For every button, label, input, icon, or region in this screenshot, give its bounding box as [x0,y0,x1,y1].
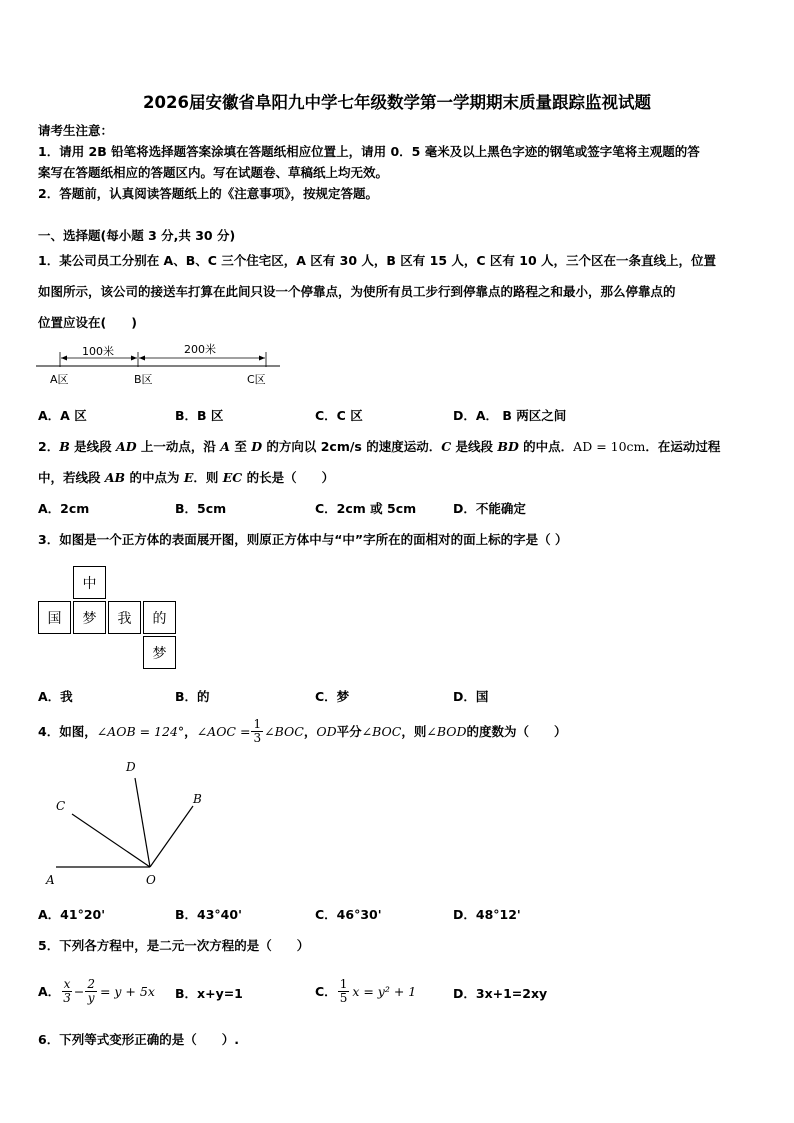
point-a-label: A [46,873,55,887]
arrow-left-icon [61,356,67,361]
notice-line: 2．答题前，认真阅读答题纸上的《注意事项》，按规定答题。 [38,186,378,201]
net-cell: 我 [108,601,141,634]
question-1-line: 如图所示，该公司的接送车打算在此间只设一个停靠点，为使所有员工步行到停靠点的路程之和最小，那么停靠点的 [38,284,676,299]
option-c: C．C 区 [315,408,363,423]
label-a: A区 [50,373,69,386]
ray-ob [150,806,193,867]
q4-angle-figure [40,756,220,890]
question-5-text: 5．下列各方程中，是二元一次方程的是（ ） [38,938,310,953]
point-b-label: B [193,792,202,806]
fraction: $\frac{2}{y}$ [87,976,95,1005]
fraction: $\frac{1}{3}$ [253,716,262,745]
page-title: 2026届安徽省阜阳九中学七年级数学第一学期期末质量跟踪监视试题 [143,93,651,112]
question-1-line: 位置应设在( ) [38,315,137,330]
net-cell: 梦 [143,636,176,669]
label-c: C区 [247,373,266,386]
option-d: D．48°12' [453,907,521,922]
dim-label-1: 100米 [82,345,114,358]
notice-heading: 请考生注意： [38,123,114,138]
arrow-left-icon [139,356,145,361]
option-c: C．46°30' [315,907,382,922]
question-3-text: 3．如图是一个正方体的表面展开图，则原正方体中与“中”字所在的面相对的面上标的字是（ ） [38,532,568,547]
option-b: B．x+y=1 [175,986,243,1001]
net-cell: 的 [143,601,176,634]
q1-segment-figure [34,340,284,390]
point-d-label: D [126,760,136,774]
fraction: $\frac{1}{5}$ [339,976,348,1005]
arrow-right-icon [131,356,137,361]
label-b: B区 [134,373,153,386]
net-cell: 中 [73,566,106,599]
question-2-line: 中，若线段 AB 的中点为 E．则 EC 的长是（ ） [38,470,335,485]
question-4-text: 4．如图， ∠AOB = 124° ， ∠AOC = $\frac{1}{3}$ ∠BOC ， OD 平分 ∠BOC ，则 ∠BOD 的度数为（ ） [38,716,567,745]
option-b: B．5cm [175,501,227,516]
option-a: A．2cm [38,501,90,516]
ray-oc [72,814,150,867]
net-cell: 国 [38,601,71,634]
option-b: B．B 区 [175,408,224,423]
option-a: A．A 区 [38,408,87,423]
option-c: C． $\frac{1}{5}$ x = y² + 1 [315,976,417,1005]
option-c: C．2cm 或 5cm [315,501,417,516]
net-cell: 梦 [73,601,106,634]
cube-net-figure [38,566,180,670]
notice-line: 案写在答题纸相应的答题区内。写在试题卷、草稿纸上均无效。 [38,165,389,180]
point-c-label: C [56,799,66,813]
option-d: D．3x+1=2xy [453,986,548,1001]
option-b: B．43°40' [175,907,242,922]
question-1-line: 1．某公司员工分别在 A、B、C 三个住宅区，A 区有 30 人，B 区有 15 人，C 区有 10 人，三个区在一条直线上，位置 [38,253,717,268]
fraction: $\frac{x}{3}$ [63,976,71,1005]
option-a: A．41°20' [38,907,106,922]
question-2-line: 2．B 是线段 AD 上一动点，沿 A 至 D 的方向以 2cm/s 的速度运动．C 是线段 BD 的中点．AD = 10cm．在运动过程 [38,439,721,454]
point-o-label: O [146,873,156,887]
dim-label-2: 200米 [184,343,216,356]
notice-line: 1．请用 2B 铅笔将选择题答案涂填在答题纸相应位置上，请用 0．5 毫米及以上黑色字迹的钢笔或签字笔将主观题的答 [38,144,700,159]
section-heading: 一、选择题(每小题 3 分,共 30 分) [38,228,236,243]
option-b: B．的 [175,689,210,704]
arrow-right-icon [259,356,265,361]
option-d: D．国 [453,689,489,704]
option-d: D．A． B 两区之间 [453,408,567,423]
option-c: C．梦 [315,689,350,704]
ray-od [135,778,150,867]
option-d: D．不能确定 [453,501,526,516]
option-a: A． $\frac{x}{3}$ − $\frac{2}{y}$ = y + 5x [38,976,155,1005]
option-a: A．我 [38,689,73,704]
question-6-text: 6．下列等式变形正确的是（ ）. [38,1032,239,1047]
